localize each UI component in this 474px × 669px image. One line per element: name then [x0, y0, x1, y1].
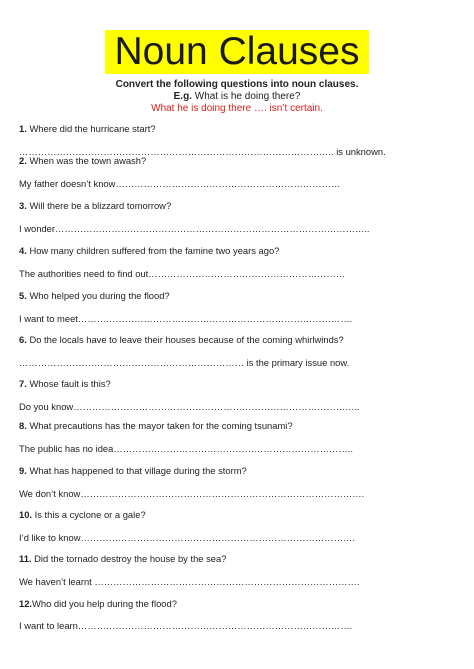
answer-line-10: I’d like to know…………………………………………………………………………….	[19, 532, 355, 543]
question-4	[19, 245, 279, 257]
question-text: When was the town awash?	[29, 155, 147, 166]
question-11	[19, 553, 226, 565]
answer-line-12: I want to learn…………………………………………………………………………….	[19, 620, 353, 631]
answer-line-1: ……………………………………………………………………………………….. is unknown.	[19, 146, 386, 157]
question-text: Who helped you during the flood?	[29, 290, 170, 301]
question-5	[19, 290, 170, 302]
question-text: What precautions has the mayor taken for the coming tsunami?	[29, 420, 293, 431]
question-text: Where did the hurricane start?	[29, 123, 156, 134]
question-text: Do the locals have to leave their houses because of the coming whirlwinds?	[29, 334, 344, 345]
question-number: 4.	[19, 245, 27, 256]
question-10	[19, 509, 146, 521]
question-2	[19, 155, 146, 167]
question-number: 12.	[19, 598, 33, 609]
question-text: Will there be a blizzard tomorrow?	[29, 200, 172, 211]
question-8	[19, 420, 293, 432]
question-6	[19, 334, 344, 346]
question-number: 3.	[19, 200, 27, 211]
answer-line-6: ……………………………………………………………… is the primary issue now.	[19, 357, 350, 368]
question-number: 8.	[19, 420, 27, 431]
page-title: Noun Clauses	[105, 30, 369, 74]
example-label: E.g.	[173, 91, 192, 102]
example-question	[0, 91, 474, 103]
answer-line-4: The authorities need to find out………………………………………………………	[19, 268, 346, 279]
answer-line-5: I want to meet…………………………………………………………………………….	[19, 313, 353, 324]
question-text: How many children suffered from the famine two years ago?	[29, 245, 280, 256]
question-12	[19, 598, 177, 610]
question-number: 5.	[19, 290, 27, 301]
question-3	[19, 200, 171, 212]
example-answer: What he is doing there …. isn’t certain.	[151, 103, 323, 114]
question-number: 9.	[19, 465, 27, 476]
question-text: What has happened to that village during the storm?	[29, 465, 247, 476]
question-text: Who did you help during the flood?	[32, 598, 177, 609]
question-7	[19, 378, 111, 390]
question-text: Whose fault is this?	[29, 378, 111, 389]
question-text: Did the tornado destroy the house by the sea?	[34, 553, 227, 564]
question-number: 1.	[19, 123, 27, 134]
answer-line-3: I wonder………………………………………………………………………………………..	[19, 223, 370, 234]
question-1	[19, 123, 156, 135]
question-number: 7.	[19, 378, 27, 389]
question-number: 6.	[19, 334, 27, 345]
instructions: Convert the following questions into noun clauses.	[115, 79, 359, 90]
question-number: 10.	[19, 509, 33, 520]
question-9	[19, 465, 247, 477]
answer-line-2: My father doesn’t know………………………………………………………………	[19, 178, 341, 189]
question-number: 2.	[19, 155, 27, 166]
answer-line-9: We don’t know……………………………………………………………………………….	[19, 488, 365, 499]
answer-line-8: The public has no idea…………………………………………………………………..	[19, 443, 353, 454]
example-question-text: What is he doing there?	[194, 91, 301, 102]
question-text: Is this a cyclone or a gale?	[34, 509, 146, 520]
answer-line-11: We haven’t learnt ………………………………………………………………………….	[19, 576, 360, 587]
answer-line-7: Do you know………………………………………………………………………………..	[19, 401, 360, 412]
question-number: 11.	[19, 553, 32, 564]
